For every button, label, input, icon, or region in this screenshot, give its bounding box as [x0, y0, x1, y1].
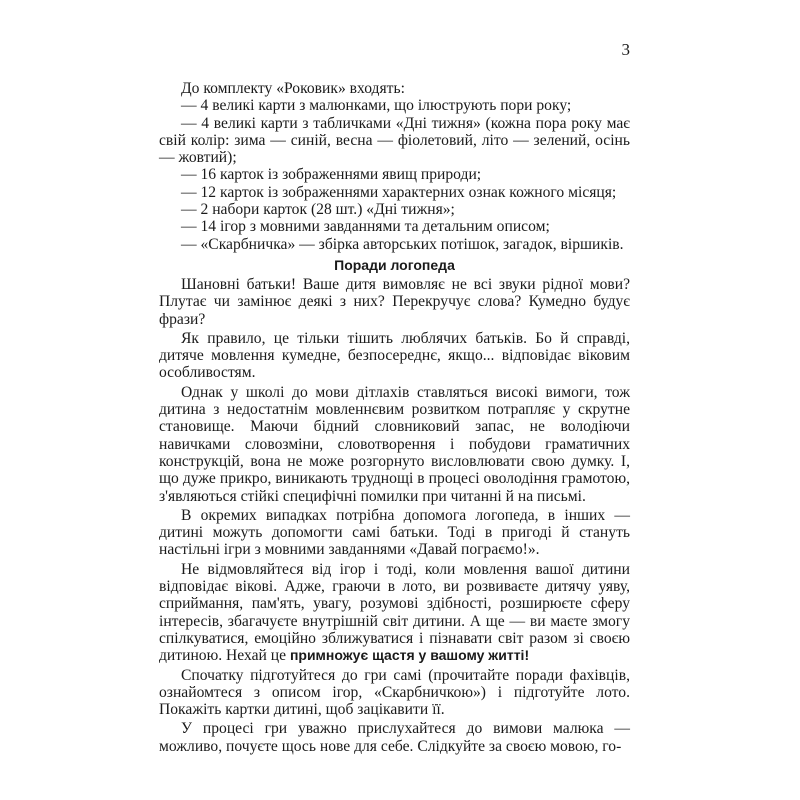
paragraph: Як правило, це тільки тішить люблячих батьків. Бо й справді, дитяче мовлення кумедне, безпосереднє, якщо... відповідає віковим особливостям.	[159, 329, 630, 382]
page-content	[159, 80, 630, 757]
kit-intro: До комплекту «Роковик» входять:	[181, 80, 405, 97]
paragraph: Спочатку підготуйтеся до гри самі (прочитайте поради фахівців, ознайомтеся з описом ігор, «Скарбничкою») і підготуйте лото. Покажіть картки дитині, щоб зацікавити її.	[159, 666, 630, 719]
kit-item: — 4 великі карти з малюнками, що ілюструють пори року;	[181, 97, 572, 115]
kit-item: — 16 карток із зображеннями явищ природи;	[181, 166, 482, 184]
page-number: 3	[621, 40, 630, 59]
paragraph: У процесі гри уважно прислухайтеся до вимови малюка — можливо, почуєте щось нове для себе. Слідкуйте за своєю мовою, го-	[159, 720, 630, 755]
kit-item: — «Скарбничка» — збірка авторських потішок, загадок, віршиків.	[181, 235, 624, 253]
section-heading: Поради логопеда	[334, 256, 455, 273]
paragraph: Однак у школі до мови дітлахів ставляться високі вимоги, тож дитина з недостатнім мовленнєвим розвитком потрапляє у скрутне становище. Маючи бідний словниковий запас, не володіючи навичками словозміни, словотворення і побудови граматичних конструкцій, вона не може розгорнуто висловлювати свою думку. І, що дуже прикро, виникають труднощі в процесі оволодіння грамотою, з'являються стійкі специфічні помилки при читанні й на письмі.	[159, 383, 630, 505]
kit-item: — 14 ігор з мовними завданнями та детальним описом;	[181, 218, 550, 236]
paragraph: В окремих випадках потрібна допомога логопеда, в інших — дитині можуть допомогти самі батьки. Тоді в пригоді й стануть настільні ігри з мовними завданнями «Давай пограємо!».	[159, 506, 630, 559]
kit-contents	[159, 80, 630, 253]
paragraph-text: Не відмовляйтеся від ігор і тоді, коли мовлення вашої дитини відповідає вікові. Адже, граючи в лото, ви розвиваєте дитячу уяву, сприймання, пам'ять, увагу, розумові здібності, розширюєте сферу інтересів, збагачуєте внутрішній світ дитини. А ще — ви маєте змогу спілкуватися, емоційно зближуватися і пізнавати світ разом зі своєю дитиною. Нехай це	[159, 560, 630, 665]
kit-item: — 4 великі карти з табличками «Дні тижня» (кожна пора року має свій колір: зима — синій, весна — фіолетовий, літо — зелений, осінь — жовтий);	[159, 114, 630, 167]
paragraph-with-emphasis	[159, 561, 630, 665]
paragraph: Шановні батьки! Ваше дитя вимовляє не всі звуки рідної мови? Плутає чи замінює деякі з них? Перекручує слова? Кумедно будує фрази?	[159, 275, 630, 328]
emphasis-text: примножує щастя у вашому житті!	[289, 647, 530, 664]
kit-item: — 2 набори карток (28 шт.) «Дні тижня»;	[181, 201, 455, 219]
kit-item: — 12 карток із зображеннями характерних ознак кожного місяця;	[181, 183, 617, 201]
